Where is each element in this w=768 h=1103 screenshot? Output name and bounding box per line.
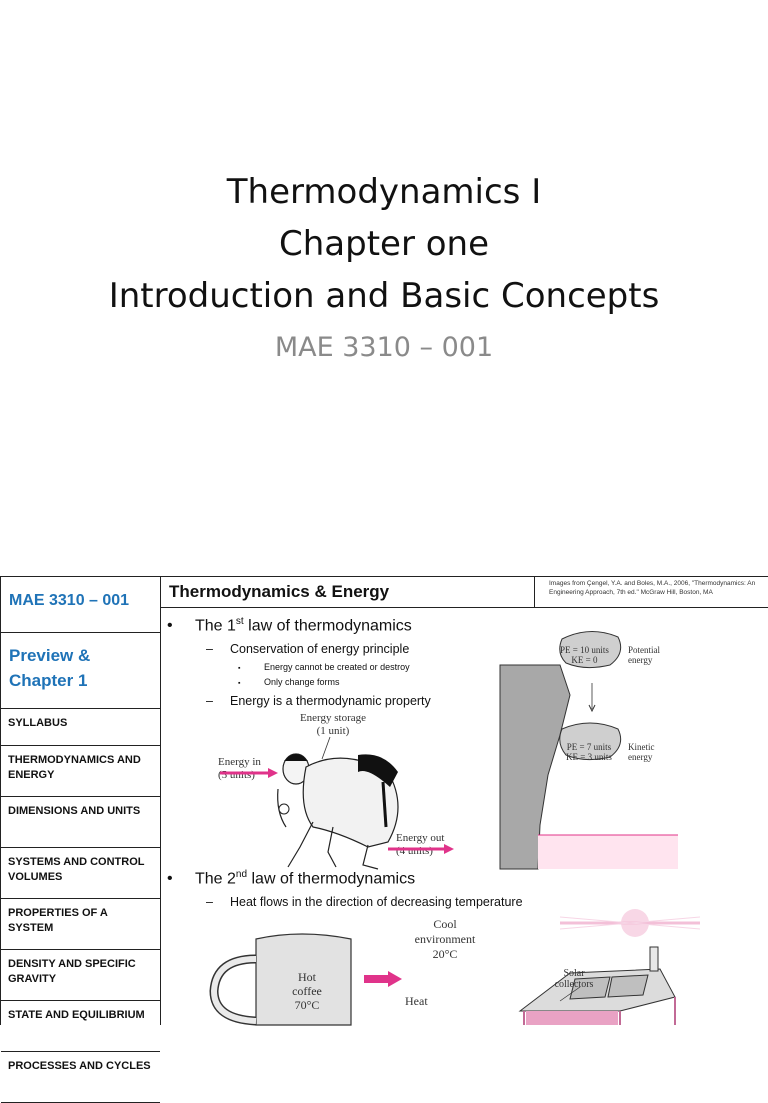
sumo-wrestler-figure (218, 727, 468, 875)
environment-line-1: Cool (433, 917, 457, 931)
first-law-suffix: law of thermodynamics (243, 617, 412, 635)
slide-title: Thermodynamics & Energy (169, 582, 390, 601)
nav-item-systems-and-control-volumes[interactable]: SYSTEMS AND CONTROL VOLUMES (1, 848, 160, 899)
chapter-line-1: Preview & (9, 646, 91, 665)
title-line-2: Chapter one (278, 224, 489, 264)
sub-2-text: Energy is a thermodynamic property (230, 694, 431, 708)
kinetic-line-1: Kinetic (628, 742, 655, 752)
second-law-prefix: The 2 (195, 870, 236, 888)
nav-item-properties-of-a-system[interactable]: PROPERTIES OF A SYSTEM (1, 899, 160, 950)
solar-line-2: collectors (554, 979, 594, 990)
subsub-symbol: ▪ (238, 680, 241, 687)
slide-header (160, 577, 768, 608)
heat-arrow-icon (388, 971, 402, 987)
sub-dash: – (206, 694, 213, 708)
environment-label (400, 917, 490, 962)
subsub-1-text: Energy cannot be created or destroy (264, 662, 410, 672)
course-code-cell (1, 577, 160, 633)
nav-item-state-and-equilibrium[interactable]: STATE AND EQUILIBRIUM (1, 1001, 160, 1052)
first-law-sub-2 (206, 694, 431, 708)
second-law-bullet (167, 869, 415, 888)
rock-bottom-values (566, 742, 612, 762)
sidebar-nav (1, 709, 160, 1103)
energy-storage-line-2: (1 unit) (316, 725, 350, 737)
sidebar (0, 577, 161, 1072)
rock-top-values (560, 645, 609, 665)
potential-line-2: energy (628, 655, 653, 665)
energy-storage-line-1: Energy storage (299, 712, 367, 724)
course-subtitle: MAE 3310 – 001 (274, 332, 494, 363)
solar-line-1: Solar (563, 968, 585, 979)
content-slide (0, 576, 768, 1072)
energy-out-line-2: (4 units) (396, 845, 433, 857)
rock-top-pe: PE = 10 units (560, 645, 609, 655)
title-line-3: Introduction and Basic Concepts (108, 276, 660, 316)
second-law-sub-1 (206, 895, 523, 909)
first-law-subsub-1 (238, 662, 410, 672)
rock-top-caption (628, 645, 660, 665)
rock-bottom-ke: KE = 3 units (566, 752, 612, 762)
environment-line-2: environment (414, 932, 476, 946)
rock-bottom-pe: PE = 7 units (566, 742, 612, 752)
first-law-sub-1 (206, 642, 409, 656)
subsub-symbol: ▪ (238, 665, 241, 672)
rock-top-ke: KE = 0 (571, 655, 598, 665)
coffee-line-1: Hot (298, 970, 316, 984)
subsub-2-text: Only change forms (264, 677, 340, 687)
potential-line-1: Potential (628, 645, 660, 655)
sub-dash: – (206, 642, 213, 656)
image-credit: Images from Çengel, Y.A. and Boles, M.A., 2006, "Thermodynamics: An Engineering Approach, 7th ed." McGraw Hill, Boston, MA (534, 577, 768, 607)
energy-in-arrowhead (268, 768, 278, 778)
kinetic-line-2: energy (628, 752, 653, 762)
first-law-prefix: The 1 (195, 617, 236, 635)
energy-in-line-2: (5 units) (218, 769, 255, 781)
chapter-line-2: Chapter 1 (9, 671, 88, 690)
coffee-line-3: 70°C (294, 998, 320, 1012)
coffee-line-2: coffee (292, 984, 322, 998)
first-law-bullet (167, 616, 412, 635)
second-law-sup: nd (235, 869, 248, 880)
second-sub-1-text: Heat flows in the direction of decreasing temperature (230, 895, 523, 909)
nav-item-processes-and-cycles[interactable]: PROCESSES AND CYCLES (1, 1052, 160, 1103)
energy-in-line-1: Energy in (218, 756, 261, 768)
coffee-label (272, 970, 342, 1012)
title-block (0, 166, 768, 322)
nav-item-syllabus[interactable]: SYLLABUS (1, 709, 160, 746)
house-wall-icon (526, 1011, 618, 1025)
energy-out-arrowhead (444, 844, 454, 854)
course-code: MAE 3310 – 001 (9, 592, 130, 609)
nav-item-thermodynamics-and-energy[interactable]: THERMODYNAMICS AND ENERGY (1, 746, 160, 797)
sub-1-text: Conservation of energy principle (230, 642, 410, 656)
heat-label: Heat (405, 994, 428, 1008)
second-law-suffix: law of thermodynamics (247, 870, 416, 888)
bullet-symbol: • (167, 870, 173, 888)
nav-item-dimensions-and-units[interactable]: DIMENSIONS AND UNITS (1, 797, 160, 848)
nav-item-density-and-specific-gravity[interactable]: DENSITY AND SPECIFIC GRAVITY (1, 950, 160, 1001)
title-line-1: Thermodynamics I (226, 172, 542, 212)
first-law-sup: st (235, 616, 244, 627)
chimney-icon (650, 947, 658, 971)
ground-shape (538, 835, 678, 869)
chapter-cell (1, 633, 160, 709)
rock-bottom-caption (628, 742, 655, 762)
energy-out-line-1: Energy out (396, 832, 445, 844)
first-law-subsub-2 (238, 677, 340, 687)
solar-label (544, 968, 604, 990)
sub-dash: – (206, 895, 213, 909)
bullet-symbol: • (167, 617, 173, 635)
solar-house-figure (500, 899, 700, 1025)
environment-line-3: 20°C (432, 947, 458, 961)
